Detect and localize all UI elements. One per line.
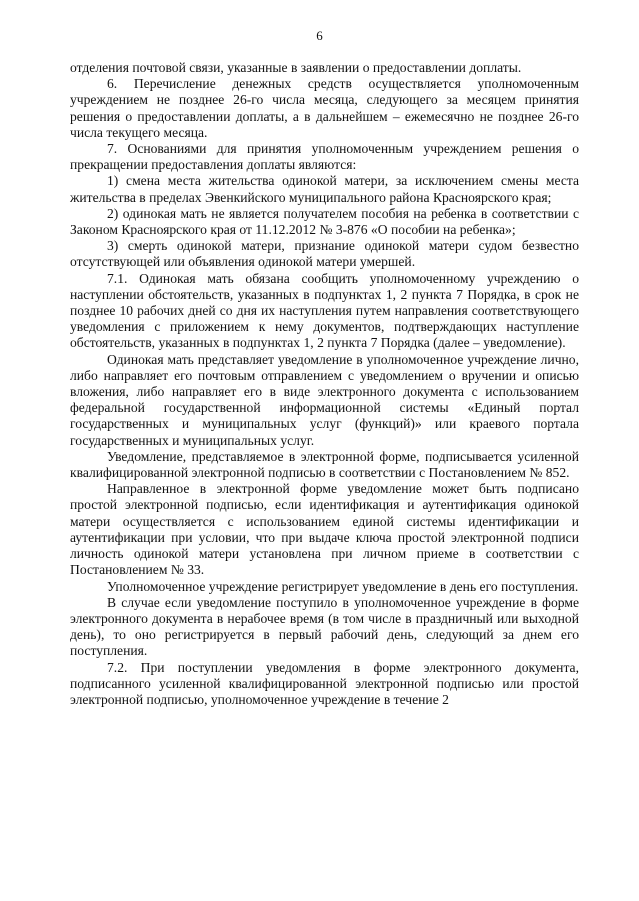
paragraph-qualified-signature: Уведомление, представляемое в электронной форме, подписывается усиленной квалифицированной электронной подписью в соответствии с Постановлением № 852.	[70, 448, 579, 481]
paragraph-item-7-1: 7.1. Одинокая мать обязана сообщить уполномоченному учреждению о наступлении обстоятельств, указанных в подпунктах 1, 2 пункта 7 Порядка, в срок не позднее 10 рабочих дней со дня их наступления путем направления соответствующего уведомления с приложением к нему документов, подтверждающих наступление обстоятельств, указанных в подпунктах 1, 2 пункта 7 Порядка (далее – уведомление).	[70, 270, 579, 351]
paragraph-non-working-time: В случае если уведомление поступило в уполномоченное учреждение в форме электронного документа в нерабочее время (в том числе в праздничный или выходной день), то оно регистрируется в первый рабочий день, следующий за днем его поступления.	[70, 594, 579, 659]
paragraph-simple-signature: Направленное в электронной форме уведомление может быть подписано простой электронной подписью, если идентификация и аутентификация одинокой матери осуществляется с использованием единой системы идентификации и аутентификации при условии, что при выдаче ключа простой электронной подписи личность одинокой матери установлена при личном приеме в соответствии с Постановлением № 33.	[70, 481, 579, 578]
page-number: 6	[316, 28, 323, 43]
paragraph-registration: Уполномоченное учреждение регистрирует уведомление в день его поступления.	[107, 578, 579, 594]
paragraph-subitem-2: 2) одинокая мать не является получателем пособия на ребенка в соответствии с Законом Красноярского края от 11.12.2012 № 3-876 «О пособии на ребенка»;	[70, 205, 579, 238]
paragraph-item-6: 6. Перечисление денежных средств осуществляется уполномоченным учреждением не позднее 26-го числа месяца, следующего за месяцем принятия решения о предоставлении доплаты, а в дальнейшем – ежемесячно не позднее 26-го числа текущего месяца.	[70, 76, 579, 140]
document-body	[70, 60, 579, 708]
paragraph-submission-methods: Одинокая мать представляет уведомление в уполномоченное учреждение лично, либо направляет его почтовым отправлением с уведомлением о вручении и описью вложения, либо направляет его в виде электронного документа с использованием федеральной государственной информационной системы «Единый портал государственных и муниципальных услуг (функций)» или краевого портала государственных и муниципальных услуг.	[70, 351, 579, 448]
paragraph-item-7-2: 7.2. При поступлении уведомления в форме электронного документа, подписанного усиленной квалифицированной электронной подписью или простой электронной подписью, уполномоченное учреждение в течение 2	[70, 659, 579, 707]
paragraph-subitem-3: 3) смерть одинокой матери, признание одинокой матери судом безвестно отсутствующей или объявления одинокой матери умершей.	[70, 238, 579, 270]
paragraph-item-7: 7. Основаниями для принятия уполномоченным учреждением решения о прекращении предоставления доплаты являются:	[70, 141, 579, 173]
paragraph-continuation: отделения почтовой связи, указанные в заявлении о предоставлении доплаты.	[70, 60, 522, 75]
paragraph-subitem-1: 1) смена места жительства одинокой матери, за исключением смены места жительства в пределах Эвенкийского муниципального района Красноярского края;	[70, 173, 579, 205]
